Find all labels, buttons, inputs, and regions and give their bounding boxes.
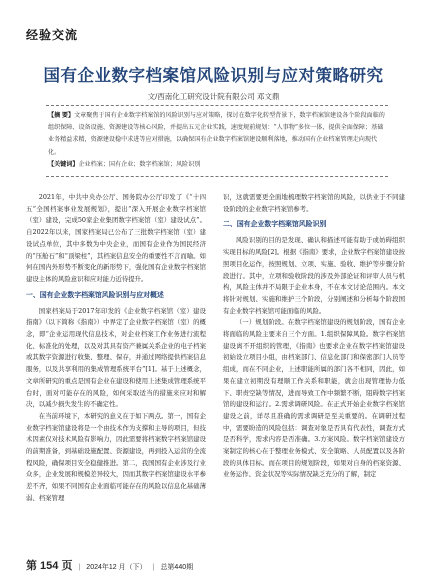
paragraph: 风险识别的目的是发现、确认和描述可能有助于或妨碍组织实现目标的风险[2]。根据《指南》要求，企业数字档案馆建设按照项目化运作，按照规划、立项、实施、验收、维护等步骤分阶段进行。其中，立项和验收阶段的涉及外部论证和评审人员与机构，风险主体并不局限于企业本身，不在本文讨论范围内。本文将针对规划、实施和维护三个阶段，分别阐述和分析每个阶段国有企业数字档案馆可能面临的风险。 (223, 236, 405, 315)
right-column (223, 192, 405, 481)
issue-date: 2024年12 月（下） (86, 564, 147, 571)
paragraph: 2021年，中共中央办公厅、国务院办公厅印发了《“十四五”全国档案事业发展规划》，提出“深入开展企业数字档案馆（室）建设，完成50家企业集团数字档案馆（室）建设试点”。自2022年以来，国家档案局已公布了三批数字档案馆（室）建设试点单位，其中多数为中央企业，而国有企业作为国民经济的“压舱石”和“顶梁柱”，其档案信息安全的重要性不言而喻。如何在国内外形势不断变化的新形势下，强化国有企业数字档案馆建设主体的风险意识和应对能力近待提升。 (26, 193, 206, 283)
page-number: 第 154 页 (26, 560, 73, 572)
keywords-label: 【关键词】 (48, 160, 79, 168)
paragraph: （一）规划阶段。在数字档案馆建设的规划阶段，国有企业将面临的风险主要来自三个方面。1.组织保障风险。数字档案馆建设离不开组织的管理，《指南》也要求企业在数字档案馆建设初始设立项目小组，由档案部门、信息化部门和保密部门人员等组成，而在不同企业，上述职能所属的部门各不相同，因此，如果在建立初期没有理顺工作关系和职能，就会出现管理协力低下、职责空缺等情况，进而导致工作中频繁不断，阻碍数字档案馆的建设和运行。2.需求调研风险。在正式开始企业数字档案馆建设之前，详尽且准确的需求调研是至关重要的。在调研过程中，需要盼造的风险包括：调查对象是否具有代表性，调查方式是否科学，需求内容是否准确。3.方案风险。数字档案馆建设方案制定的核心在于整理业务模式、安全策略、人员配置以及各阶段的具体目标。而在项目的规划阶段，如果对自身的档案资源、业务运作、资金状况等实际情况缺乏充分的了解，制定 (223, 318, 405, 479)
footer-separator: | (152, 564, 155, 571)
left-column (26, 192, 206, 505)
issue-number: 总第440期 (160, 564, 194, 571)
section-heading: 二、国有企业数字档案馆风险识别 (223, 221, 327, 229)
article-title: 国有企业数字档案馆风险识别与应对策略研究 (43, 66, 384, 85)
section-heading: 一、国有企业数字档案馆风险识别与应对概述 (26, 291, 164, 299)
keywords (48, 159, 386, 171)
page-footer (26, 557, 193, 573)
abstract-box (46, 105, 388, 177)
section-tag: 经验交流 (26, 28, 79, 42)
abstract-label: 【摘 要】 (48, 112, 75, 119)
paragraph: 在当前环境下，本研究的意义在于如下两点。第一，国有企业数字档案馆建设将是一个由技术作为支撑和主导的项目，但技术因素仅对技术风险有影响力，因此需要将档案数字档案馆建设的前期准备，到基础设施配置、资源建设，再到投入运营的全流程风险，确保项目安全稳健推进。第二，我国国有企业涉及行业众多，企业发展和规模差异较大，因而其数字档案馆建设水平参差不齐，如果不同国有企业面临可能存在的风险以信息化基础薄弱、档案管理 (26, 411, 206, 502)
paragraph: 国家档案局于2017年印发的《企业数字档案馆（室）建设指南》（以下简称《指南》）中界定了企业数字档案馆（室）的概念，即“企业运用现代信息技术，对企业档案工作业务进行流程化、标准化的处理，以及对其具有资产兼属关系企业的电子档案或其数字资源进行收集、整理、保存，并通过网络提供档案信息服务，以及共享利用的集成管理系统平台”[1]。基于上述概念，文章所研究的重点是国有企业在建设和使用上述集成管理系统平台时，面对可能存在的风险，如何采取适当的措施来应对和解决，以减少损失发生的不确定性。 (26, 306, 206, 409)
abstract (48, 110, 386, 159)
footer-separator: | (78, 564, 81, 571)
abstract-text: 文章聚焦于国有企业数字档案馆的风险识别与应对策略，探讨在数字化转型背景下，数字档案馆建设各个阶段面临的组织保障、设备设施、资源建设等核心风险，并提出五元企业实践，速度规前规划：“人事物”多位一体，提供全面保障；基础业务精益求精，资源建设稳中求进等应对措施，以确保国有企业数字档案馆建设顺利落地，推动国有企业档案管理走向现代化。 (48, 112, 385, 156)
keywords-text: 企业档案；国有企业；数字档案馆；风险识别 (78, 160, 201, 168)
author-line: 文/西南化工研究设计院有限公司 邓文鼎 (147, 92, 280, 101)
paragraph: 识，这就需要更全面地梳理数字档案馆的风险，以供业于不同建设阶段的企业数字档案馆参考。 (223, 193, 405, 213)
